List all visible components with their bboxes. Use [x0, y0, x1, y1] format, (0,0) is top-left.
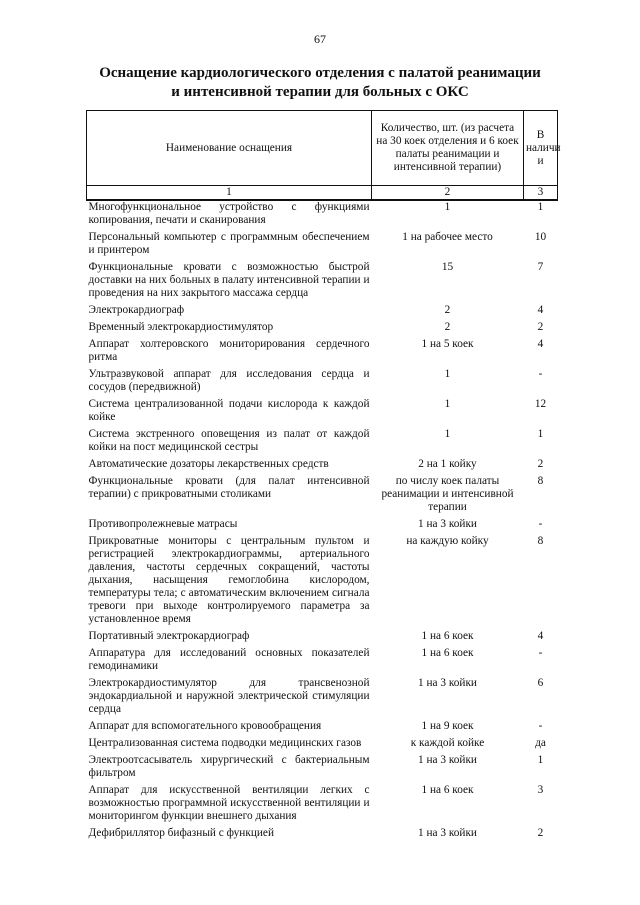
table-row: [87, 304, 558, 321]
cell-name: Ультразвуковой аппарат для исследования сердца и сосудов (передвижной): [88, 368, 370, 393]
cell-quantity: 1: [444, 428, 451, 440]
cell-name: Персональный компьютер с программным обеспечением и принтером: [88, 231, 370, 256]
table-row: [87, 428, 558, 458]
table-row: [87, 647, 558, 677]
cell-quantity: 1 на 5 коек: [421, 338, 474, 350]
table-row: [87, 630, 558, 647]
cell-available: 7: [537, 261, 544, 273]
table-header-row: [87, 111, 558, 186]
cell-quantity: к каждой койке: [410, 737, 485, 749]
cell-name: Система экстренного оповещения из палат от каждой койки на пост медицинской сестры: [88, 428, 370, 453]
cell-name: Дефибриллятор бифазный с функцией: [88, 827, 274, 839]
cell-available: 3: [537, 784, 544, 796]
title-line-2: и интенсивной терапии для больных с ОКС: [171, 84, 469, 100]
table-row: [87, 518, 558, 535]
column-number-1: 1: [87, 186, 372, 201]
cell-available: 2: [537, 321, 544, 333]
cell-available: 1: [537, 201, 544, 213]
cell-available: 2: [537, 827, 544, 839]
cell-name: Функциональные кровати с возможностью быстрой доставки на них больных в палату интенсивной терапии и проведения на них закрытого массажа сердца: [88, 261, 370, 299]
equipment-table: [86, 110, 561, 844]
table-row: [87, 784, 558, 827]
cell-name: Автоматические дозаторы лекарственных средств: [88, 458, 329, 470]
cell-quantity: по числу коек палаты реанимации и интенсивной терапии: [381, 475, 514, 513]
cell-available: 10: [534, 231, 547, 243]
cell-name: Аппарат для вспомогательного кровообращения: [88, 720, 322, 732]
cell-available: 4: [537, 630, 544, 642]
table-row: [87, 368, 558, 398]
header-available: В наличи и: [524, 111, 558, 186]
header-name: Наименование оснащения: [87, 111, 372, 186]
page-number: 67: [314, 32, 326, 46]
cell-quantity: 2 на 1 койку: [418, 458, 477, 470]
table-row: [87, 338, 558, 368]
table-row: [87, 737, 558, 754]
table-row: [87, 200, 558, 231]
cell-available: 12: [534, 398, 547, 410]
cell-available: 8: [537, 535, 544, 547]
cell-quantity: 1 на 3 койки: [418, 827, 477, 839]
table-row: [87, 398, 558, 428]
cell-available: 6: [537, 677, 544, 689]
cell-quantity: 1 на 9 коек: [421, 720, 474, 732]
cell-name: Аппарат для искусственной вентиляции легких с возможностью программной искусственной вентиляции и мониторингом функции внешнего дыхания: [88, 784, 370, 822]
table-row: [87, 261, 558, 304]
cell-quantity: 1: [444, 201, 451, 213]
table-row: [87, 677, 558, 720]
cell-name: Система централизованной подачи кислорода к каждой койке: [88, 398, 370, 423]
cell-available: 2: [537, 458, 544, 470]
table-row: [87, 535, 558, 630]
cell-quantity: 15: [441, 261, 454, 273]
table-row: [87, 754, 558, 784]
cell-name: Прикроватные мониторы с центральным пультом и регистрацией электрокардиограммы, артериального давления, частоты сердечных сокращений, частоты дыхания, насыщения гемоглобина кислородом, температуры тела; с автоматическим включением сигнала тревоги при выходе контролируемого параметра за установленное время: [88, 535, 370, 625]
cell-available: -: [538, 720, 543, 732]
cell-quantity: 1 на 3 койки: [418, 677, 477, 689]
cell-name: Электроотсасыватель хирургический с бактериальным фильтром: [88, 754, 370, 779]
header-quantity: Количество, шт. (из расчета на 30 коек отделения и 6 коек палаты реанимации и интенсивной терапии): [372, 111, 524, 186]
cell-available: 4: [537, 304, 544, 316]
cell-name: Функциональные кровати (для палат интенсивной терапии) с прикроватными столиками: [88, 475, 370, 500]
cell-quantity: 1 на 3 койки: [418, 518, 477, 530]
cell-quantity: 1 на 6 коек: [421, 647, 474, 659]
cell-available: -: [538, 647, 543, 659]
cell-available: 1: [537, 754, 544, 766]
table-row: [87, 231, 558, 261]
cell-name: Аппаратура для исследований основных показателей гемодинамики: [88, 647, 370, 672]
cell-name: Централизованная система подводки медицинских газов: [88, 737, 362, 749]
column-number-3: 3: [524, 186, 558, 201]
cell-quantity: 2: [444, 304, 451, 316]
page-title: [60, 64, 580, 102]
cell-name: Электрокардиограф: [88, 304, 185, 316]
column-numbers-row: [87, 186, 558, 201]
table-row: [87, 458, 558, 475]
table-row: [87, 720, 558, 737]
cell-name: Противопролежневые матрасы: [88, 518, 238, 530]
table-row: [87, 475, 558, 518]
cell-available: 4: [537, 338, 544, 350]
table-row: [87, 321, 558, 338]
cell-name: Портативный электрокардиограф: [88, 630, 250, 642]
cell-available: -: [538, 518, 543, 530]
cell-name: Временный электрокардиостимулятор: [88, 321, 274, 333]
cell-quantity: 2: [444, 321, 451, 333]
table-body: [87, 200, 558, 844]
cell-available: да: [535, 737, 546, 749]
column-number-2: 2: [372, 186, 524, 201]
table-row: [87, 827, 558, 844]
cell-quantity: 1 на 3 койки: [418, 754, 477, 766]
cell-quantity: 1: [444, 398, 451, 410]
cell-quantity: 1 на рабочее место: [402, 231, 493, 243]
title-line-1: Оснащение кардиологического отделения с палатой реанимации: [99, 65, 541, 81]
cell-quantity: на каждую койку: [406, 535, 489, 547]
cell-available: 8: [537, 475, 544, 487]
cell-quantity: 1 на 6 коек: [421, 630, 474, 642]
cell-quantity: 1 на 6 коек: [421, 784, 474, 796]
cell-quantity: 1: [444, 368, 451, 380]
cell-available: 1: [537, 428, 544, 440]
cell-name: Аппарат холтеровского мониторирования сердечного ритма: [88, 338, 370, 363]
cell-name: Многофункциональное устройство с функциями копирования, печати и сканирования: [88, 201, 370, 226]
cell-available: -: [538, 368, 543, 380]
cell-name: Электрокардиостимулятор для трансвенозной эндокардиальной и наружной электрической стимуляции сердца: [88, 677, 370, 715]
